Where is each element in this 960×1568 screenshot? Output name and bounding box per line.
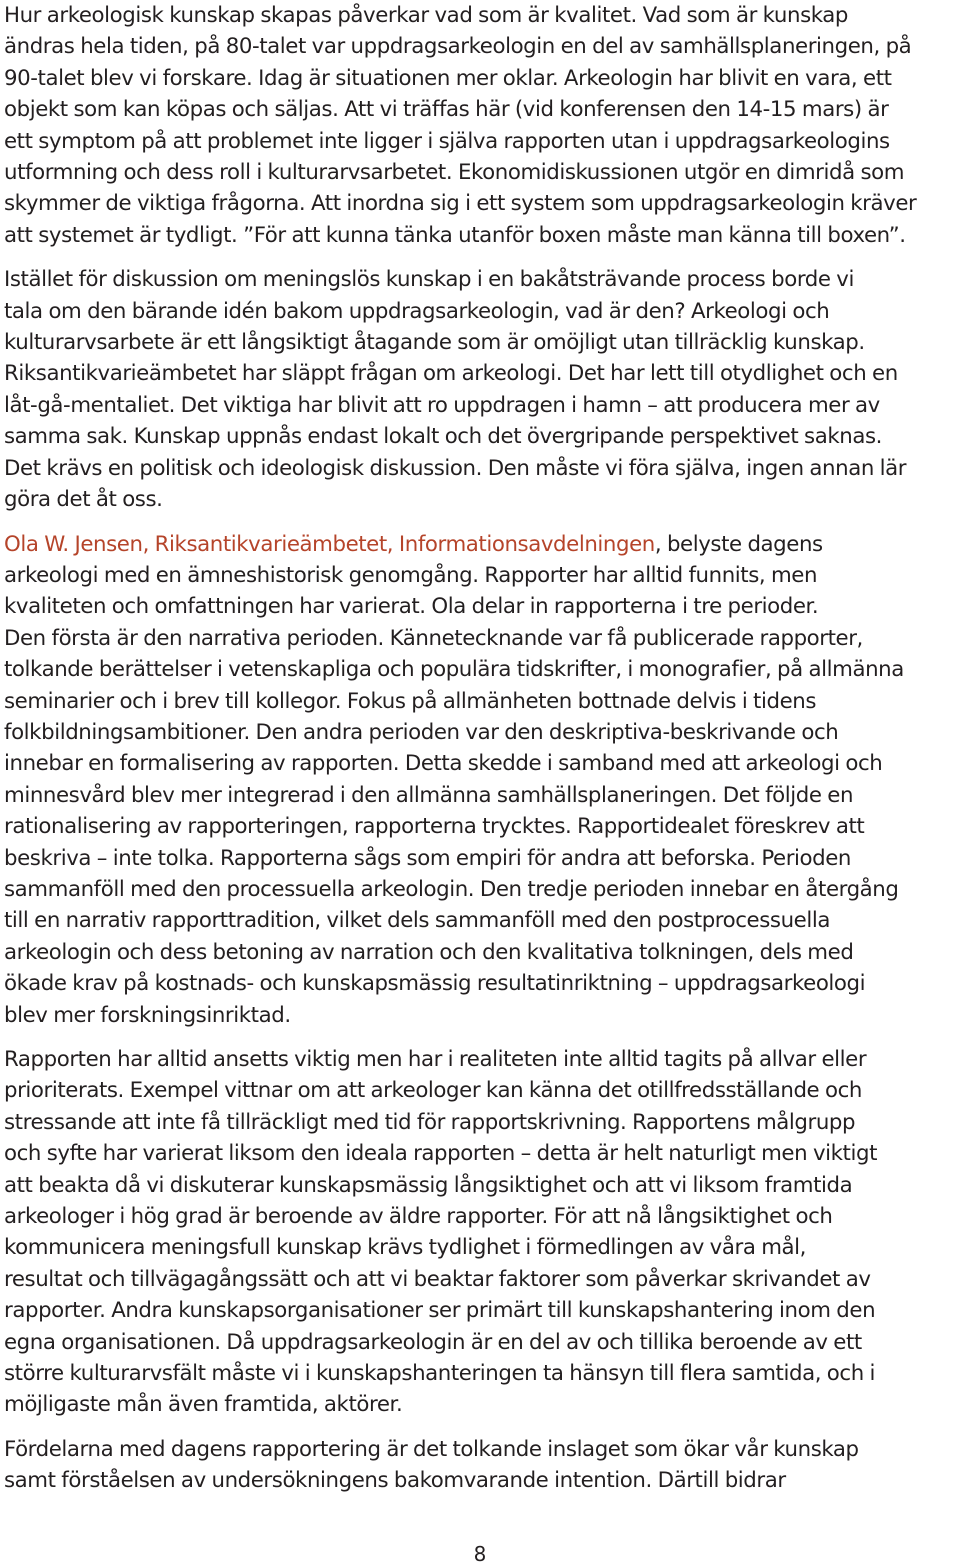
- paragraph-line: minnesvård blev mer integrerad i den allmänna samhällsplaneringen. Det följde en: [4, 782, 854, 808]
- paragraph-line: seminarier och i brev till kollegor. Fokus på allmänheten bottnade delvis i tidens: [4, 688, 817, 714]
- paragraph-line: Hur arkeologisk kunskap skapas påverkar vad som är kvalitet. Vad som är kunskap: [4, 3, 849, 28]
- paragraph-line: tolkande berättelser i vetenskapliga och populära tidskrifter, i monografier, på allmänna: [4, 657, 904, 683]
- paragraph: [4, 529, 956, 1032]
- body-text: [4, 0, 956, 1497]
- paragraph: [4, 1434, 956, 1497]
- paragraph-line: större kulturarvsfält måste vi i kunskapshanteringen ta hänsyn till flera samtida, och i: [4, 1361, 876, 1387]
- paragraph-line: utformning och dess roll i kulturarvsarbetet. Ekonomidiskussionen utgör en dimridå som: [4, 160, 905, 186]
- paragraph-line: beskriva – inte tolka. Rapporterna sågs som empiri för andra att beforska. Perioden: [4, 845, 852, 871]
- paragraph-line: blev mer forskningsinriktad.: [4, 1002, 291, 1028]
- paragraph-line: 90-talet blev vi forskare. Idag är situationen mer oklar. Arkeologin har blivit en vara, ett: [4, 65, 892, 91]
- paragraph-line: stressande att inte få tillräckligt med tid för rapportskrivning. Rapportens målgrupp: [4, 1109, 856, 1135]
- paragraph-line: ett symptom på att problemet inte ligger i själva rapporten utan i uppdragsarkeologins: [4, 128, 890, 154]
- paragraph-line: tala om den bärande idén bakom uppdragsarkeologin, vad är den? Arkeologi och: [4, 298, 830, 324]
- paragraph: [4, 1044, 956, 1421]
- paragraph-line: folkbildningsambitioner. Den andra perioden var den deskriptiva-beskrivande och: [4, 719, 839, 745]
- paragraph-line: egna organisationen. Då uppdragsarkeologin är en del av och tillika beroende av ett: [4, 1329, 862, 1355]
- paragraph-line: göra det åt oss.: [4, 487, 163, 513]
- paragraph: [4, 0, 956, 251]
- paragraph-line: skymmer de viktiga frågorna. Att inordna sig i ett system som uppdragsarkeologin kräver: [4, 191, 917, 217]
- paragraph-line: arkeologin och dess betoning av narration och den kvalitativa tolkningen, dels med: [4, 939, 854, 965]
- paragraph-line: sammanföll med den processuella arkeologin. Den tredje perioden innebar en återgång: [4, 876, 899, 902]
- paragraph-gap: [4, 1031, 956, 1044]
- speaker-line-rest: , belyste dagens: [654, 531, 823, 557]
- paragraph-gap: [4, 251, 956, 264]
- paragraph-line: låt-gå-mentaliet. Det viktiga har blivit att ro uppdragen i hamn – att producera mer av: [4, 392, 880, 418]
- document-page: [4, 0, 956, 1497]
- paragraph-line: resultat och tillvägagångssätt och att vi beaktar faktorer som påverkar skrivandet av: [4, 1266, 871, 1292]
- paragraph-line: Fördelarna med dagens rapportering är det tolkande inslaget som ökar vår kunskap: [4, 1436, 859, 1462]
- paragraph-line: samma sak. Kunskap uppnås endast lokalt och det övergripande perspektivet saknas.: [4, 424, 883, 450]
- paragraph-line: ökade krav på kostnads- och kunskapsmässig resultatinriktning – uppdragsarkeologi: [4, 971, 866, 997]
- paragraph-line: till en narrativ rapporttradition, vilket dels sammanföll med den postprocessuella: [4, 908, 830, 934]
- paragraph-line: Det krävs en politisk och ideologisk diskussion. Den måste vi föra själva, ingen annan lär: [4, 455, 907, 481]
- paragraph-gap: [4, 516, 956, 529]
- paragraph-line: innebar en formalisering av rapporten. Detta skedde i samband med att arkeologi och: [4, 751, 883, 777]
- paragraph-line: Riksantikvarieämbetet har släppt frågan om arkeologi. Det har lett till otydlighet och en: [4, 361, 898, 387]
- paragraph-line: kvaliteten och omfattningen har varierat. Ola delar in rapporterna i tre perioder.: [4, 594, 819, 620]
- paragraph-line: arkeologer i hög grad är beroende av äldre rapporter. För att nå långsiktighet och: [4, 1204, 833, 1230]
- paragraph: [4, 264, 956, 515]
- paragraph-line: att systemet är tydligt. ”För att kunna tänka utanför boxen måste man känna till boxen”.: [4, 222, 906, 248]
- paragraph-line: och syfte har varierat liksom den ideala rapporten – detta är helt naturligt men viktigt: [4, 1141, 877, 1167]
- paragraph-line: [4, 529, 956, 560]
- paragraph-line: Istället för diskussion om meningslös kunskap i en bakåtsträvande process borde vi: [4, 267, 854, 293]
- paragraph-line: rapporter. Andra kunskapsorganisationer ser primärt till kunskapshantering inom den: [4, 1298, 876, 1324]
- paragraph-line: kulturarvsarbete är ett långsiktigt åtagande som är omöjligt utan tillräcklig kunskap.: [4, 330, 865, 356]
- paragraph-line: att beakta då vi diskuterar kunskapsmässig långsiktighet och att vi liksom framtida: [4, 1172, 853, 1198]
- paragraph-line: rationalisering av rapporteringen, rapporterna trycktes. Rapportidealet föreskrev att: [4, 814, 865, 840]
- paragraph-line: prioriterats. Exempel vittnar om att arkeologer kan känna det otillfredsställande och: [4, 1078, 862, 1104]
- paragraph-line: Rapporten har alltid ansetts viktig men har i realiteten inte alltid tagits på allvar eller: [4, 1047, 867, 1072]
- paragraph-line: möjligaste mån även framtida, aktörer.: [4, 1392, 403, 1418]
- paragraph-line: ändras hela tiden, på 80-talet var uppdragsarkeologin en del av samhällsplaneringen, på: [4, 34, 912, 60]
- paragraph-line: Den första är den narrativa perioden. Kännetecknande var få publicerade rapporter,: [4, 625, 863, 651]
- speaker-name: Ola W. Jensen, Riksantikvarieämbetet, Informationsavdelningen: [4, 531, 655, 557]
- page-number: 8: [473, 1542, 487, 1566]
- paragraph-line: samt förståelsen av undersökningens bakomvarande intention. Därtill bidrar: [4, 1468, 786, 1494]
- paragraph-line: arkeologi med en ämneshistorisk genomgång. Rapporter har alltid funnits, men: [4, 562, 818, 588]
- paragraph-line: kommunicera meningsfull kunskap krävs tydlighet i förmedlingen av våra mål,: [4, 1235, 807, 1261]
- paragraph-line: objekt som kan köpas och säljas. Att vi träffas här (vid konferensen den 14-15 mars) är: [4, 97, 889, 123]
- paragraph-gap: [4, 1421, 956, 1434]
